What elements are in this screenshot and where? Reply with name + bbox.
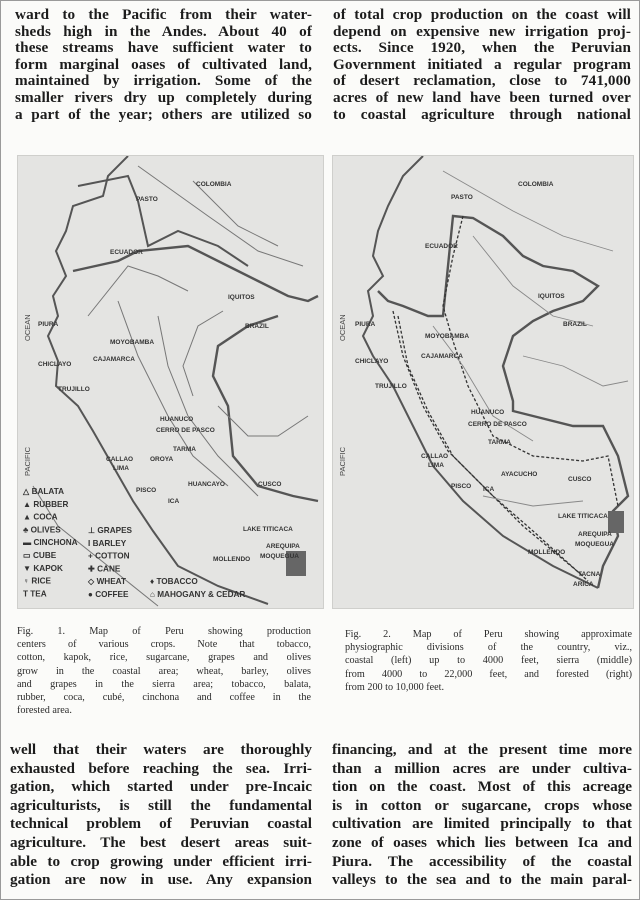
legend-symbol-icon: ♦ xyxy=(150,577,157,586)
legend-symbol-icon: ◇ xyxy=(88,577,97,587)
map-label: ARICA xyxy=(573,581,594,588)
figure-2-physiographic-map xyxy=(332,155,634,609)
map-label: AYACUCHO xyxy=(501,471,538,478)
map-label: BRAZIL xyxy=(563,321,587,328)
text-line: Piura. The accessibility of the coastal xyxy=(332,852,632,870)
map-label: ICA xyxy=(483,486,495,493)
text-line: of desert reclamation, close to 741,000 xyxy=(333,73,631,90)
map-label: TRUJILLO xyxy=(58,386,90,393)
caption-line: grow in the coastal area; wheat, barley, olives xyxy=(17,665,311,677)
map-label: HUANUCO xyxy=(160,416,194,423)
map-label: AREQUIPA xyxy=(266,543,300,550)
legend-item xyxy=(88,552,130,561)
legend-symbol-icon: ♣ xyxy=(23,525,31,535)
map-drawing xyxy=(333,156,633,608)
text-line: is in cotton or sugarcane, crops whose xyxy=(332,796,632,814)
legend-symbol-icon: ⊥ xyxy=(88,526,98,535)
text-line: well that their waters are thoroughly xyxy=(10,741,312,758)
legend-label: BALATA xyxy=(31,487,65,496)
legend-item xyxy=(23,538,78,547)
map-label: TARMA xyxy=(173,446,196,453)
legend-item xyxy=(23,564,63,573)
legend-item xyxy=(88,590,129,599)
map-label: LAKE TITICACA xyxy=(243,526,293,533)
figure-1-caption xyxy=(17,625,311,717)
legend-label: TOBACCO xyxy=(156,577,198,586)
legend-item xyxy=(23,577,52,586)
text-line: agriculture. The best desert areas suit- xyxy=(10,833,312,851)
legend-item xyxy=(23,551,57,560)
legend-label: GRAPES xyxy=(97,526,132,535)
map-label: LIMA xyxy=(113,465,129,472)
text-line: valleys to the sea and to the main paral- xyxy=(332,871,632,889)
map-label: LAKE TITICACA xyxy=(558,513,608,520)
map-label: MOYOBAMBA xyxy=(110,339,155,346)
map-label: CALLAO xyxy=(106,456,134,463)
caption-line: rubber, coca, cubé, cinchona and coffee in the xyxy=(17,691,311,703)
top-left-column xyxy=(15,7,312,123)
legend-item xyxy=(88,526,133,535)
legend-label: TEA xyxy=(30,589,47,599)
map-label: MOYOBAMBA xyxy=(425,333,470,340)
map-label: OROYA xyxy=(150,456,174,463)
legend-item xyxy=(150,590,245,599)
map-label: CUSCO xyxy=(258,481,282,488)
legend-item xyxy=(88,539,127,548)
legend-symbol-icon: ▲ xyxy=(23,512,34,522)
map-label: BRAZIL xyxy=(245,323,269,330)
caption-line: centers of various crops. Note that tobacco, xyxy=(17,639,311,651)
map-label: ECUADOR xyxy=(110,249,143,256)
text-line: smaller rivers dry up completely during xyxy=(15,89,312,106)
map-label: PACIFIC xyxy=(338,446,347,476)
caption-line: forested area. xyxy=(17,705,72,717)
legend-item xyxy=(22,487,64,496)
text-line: exhausted before reaching the sea. Irri- xyxy=(10,759,312,777)
legend-label: CINCHONA xyxy=(33,538,78,548)
river xyxy=(473,236,593,326)
legend-symbol-icon: ⌂ xyxy=(150,589,158,599)
caption-line: cotton, kapok, rice, sugarcane, grapes and olives xyxy=(17,652,311,664)
text-line: gation, which started under pre-Incaic xyxy=(10,778,312,796)
legend-symbol-icon: I xyxy=(88,538,93,548)
coastline xyxy=(363,156,598,588)
map-label: OCEAN xyxy=(23,314,32,341)
text-line: technical problem of Peruvian coastal xyxy=(10,815,312,833)
legend-item xyxy=(23,589,47,598)
map-label: CUSCO xyxy=(568,476,592,483)
map-label: CHICLAYO xyxy=(38,361,72,368)
legend-label: COTTON xyxy=(95,551,130,561)
legend-item xyxy=(23,513,58,522)
text-line: gation are now in use. Any expansion xyxy=(10,871,312,889)
text-line: these streams have sufficient water to xyxy=(15,40,312,57)
caption-line: from 4000 to 22,000 feet, and forested (right) xyxy=(345,668,632,680)
river xyxy=(88,266,188,316)
legend-symbol-icon: + xyxy=(88,551,96,561)
text-line: to coastal agriculture through national xyxy=(333,106,631,123)
map-label: CAJAMARCA xyxy=(421,353,463,360)
lake-titicaca xyxy=(608,511,624,533)
map-label: CHICLAYO xyxy=(355,358,389,365)
text-line: able to crop growing under efficient irri- xyxy=(10,852,312,870)
bottom-left-column xyxy=(10,741,312,890)
map-label: TRUJILLO xyxy=(375,383,407,390)
bottom-right-column xyxy=(332,741,632,890)
text-line: agriculturists, is still the fundamental xyxy=(10,796,312,814)
map-label: MOLLENDO xyxy=(213,556,251,563)
map-label: PIURA xyxy=(38,321,59,328)
legend-item xyxy=(87,577,126,586)
text-line: of total crop production on the coast will xyxy=(333,7,631,23)
map-label: CALLAO xyxy=(421,453,449,460)
legend-item xyxy=(23,525,61,534)
map-label: LIMA xyxy=(428,462,444,469)
legend-label: BARLEY xyxy=(92,538,127,548)
text-line: ects. Since 1920, when the Peruvian xyxy=(333,40,631,57)
map-label: PISCO xyxy=(451,483,472,490)
legend-item xyxy=(23,500,69,509)
text-line: cultivation are limited principally to that xyxy=(332,815,632,833)
map-label: PASTO xyxy=(136,196,158,203)
text-line: form marginal oases of cultivated land, xyxy=(15,56,312,73)
map-label: TACNA xyxy=(578,571,601,578)
legend-symbol-icon: △ xyxy=(23,487,32,496)
caption-line: coastal (left) up to 4000 feet, sierra (middle) xyxy=(345,655,632,667)
top-right-column xyxy=(333,7,631,123)
caption-line: and grapes in the sierra area; tobacco, balata, xyxy=(17,678,311,690)
map-label: AREQUIPA xyxy=(578,531,612,538)
map-label: HUANCAYO xyxy=(188,481,225,488)
figure-2-caption xyxy=(345,628,632,694)
map-label: HUANUCO xyxy=(471,409,505,416)
map-label: MOQUEGUA xyxy=(575,541,614,548)
legend-symbol-icon: ● xyxy=(88,590,96,599)
legend-label: CANE xyxy=(97,564,121,574)
text-line: depend on expensive new irrigation proj- xyxy=(333,23,631,40)
caption-line: physiographic divisions of the country, viz., xyxy=(345,642,632,654)
legend-label: OLIVES xyxy=(30,525,61,535)
text-line: maintained by irrigation. Some of the xyxy=(15,73,312,90)
map-label: PISCO xyxy=(136,487,157,494)
map-label: MOQUEGUA xyxy=(260,553,299,560)
legend-symbol-icon: ✚ xyxy=(88,564,98,574)
map-drawing xyxy=(18,156,323,608)
caption-line: from 200 to 10,000 feet. xyxy=(345,681,445,693)
legend-symbol-icon: ▼ xyxy=(23,563,34,573)
legend-item xyxy=(88,564,121,573)
legend-symbol-icon: ▲ xyxy=(23,499,34,509)
map-label: PIURA xyxy=(355,321,376,328)
map-label: COLOMBIA xyxy=(196,181,232,188)
legend-symbol-icon: ▭ xyxy=(23,551,34,560)
text-line: than a million acres are under cultiva- xyxy=(332,759,632,777)
legend-label: RICE xyxy=(31,576,51,586)
legend-label: KAPOK xyxy=(33,563,63,573)
text-line: zone of oases which lies between Ica and xyxy=(332,833,632,851)
caption-line: Fig. 2. Map of Peru showing approximate xyxy=(345,629,632,640)
map-label: IQUITOS xyxy=(228,294,255,301)
figure-1-crop-map xyxy=(17,155,324,609)
map-label: PASTO xyxy=(451,194,473,201)
map-label: IQUITOS xyxy=(538,293,565,300)
map-label: PACIFIC xyxy=(23,446,32,476)
text-line: acres of new land have been turned over xyxy=(333,89,631,106)
legend-label: CUBE xyxy=(33,551,57,560)
map-label: ICA xyxy=(168,498,180,505)
map-label: CAJAMARCA xyxy=(93,356,135,363)
map-label: COLOMBIA xyxy=(518,181,554,188)
text-line: a part of the year; others are utilized so xyxy=(15,106,312,123)
ecuador-border xyxy=(78,176,248,266)
map-label: MOLLENDO xyxy=(528,549,566,556)
map-label: TARMA xyxy=(488,439,511,446)
legend-label: MAHOGANY & CEDAR xyxy=(157,589,246,599)
caption-line: Fig. 1. Map of Peru showing production xyxy=(17,626,311,637)
text-line: tion on the coast. Most of this acreage xyxy=(332,778,632,796)
river xyxy=(523,356,628,386)
legend-label: RUBBER xyxy=(33,499,69,509)
text-line: ward to the Pacific from their water- xyxy=(15,7,312,23)
legend-label: COFFEE xyxy=(95,590,129,599)
legend-symbol-icon: ♀ xyxy=(23,576,32,586)
text-line: financing, and at the present time more xyxy=(332,741,632,758)
river xyxy=(193,181,278,246)
map-label: ECUADOR xyxy=(425,243,458,250)
map-label: CERRO DE PASCO xyxy=(468,421,527,428)
legend-label: COCA xyxy=(33,512,58,522)
legend-symbol-icon: ▬ xyxy=(23,538,34,548)
text-line: sheds high in the Andes. About 40 of xyxy=(15,23,312,40)
map-label: CERRO DE PASCO xyxy=(156,427,215,434)
map-label: OCEAN xyxy=(338,314,347,341)
legend-label: WHEAT xyxy=(96,577,126,587)
legend-symbol-icon: T xyxy=(23,589,31,599)
text-line: Government initiated a regular program xyxy=(333,56,631,73)
legend-item xyxy=(150,577,198,586)
